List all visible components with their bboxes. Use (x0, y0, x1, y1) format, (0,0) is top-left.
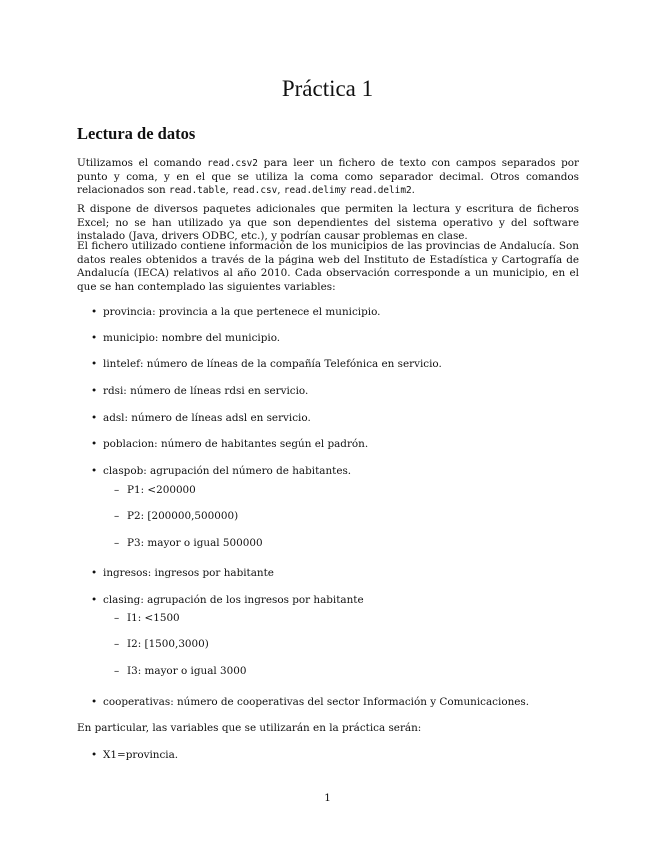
list-item-text: lintelef: número de líneas de la compañía Telefónica en servicio. (103, 358, 442, 370)
list-item-text: municipio: nombre del municipio. (103, 332, 281, 344)
list-item-text: ingresos: ingresos por habitante (103, 567, 274, 579)
sublist-item (114, 638, 209, 652)
sublist-item (114, 612, 180, 626)
sublist-item (114, 665, 246, 679)
sublist-item (114, 537, 263, 551)
list-item-text: poblacion: número de habitantes según el padrón. (103, 438, 369, 450)
sublist-item (114, 484, 196, 498)
sublist-item-text: I2: [1500,3000) (127, 638, 209, 650)
text-span: Utilizamos el comando (77, 157, 208, 169)
list-item-text: provincia: provincia a la que pertenece el municipio. (103, 306, 381, 318)
page-number: 1 (324, 792, 331, 804)
list-item-text: rdsi: número de líneas rdsi en servicio. (103, 385, 309, 397)
sublist-item-text: I1: <1500 (127, 612, 180, 624)
dash-icon: – (114, 537, 120, 549)
list-item-text: X1=provincia. (103, 749, 179, 761)
dash-icon: – (114, 665, 120, 677)
bullet-icon: • (91, 412, 98, 424)
bullet-icon: • (91, 438, 98, 450)
bullet-icon: • (91, 465, 98, 477)
text-span: , (225, 184, 233, 197)
code-read-table: read.table (169, 185, 226, 197)
paragraph-data-description: El fichero utilizado contiene información de los municipios de las provincias de Andalucía. Son datos reales obtenidos a través de la página web del Instituto de Estadística y Cartografía de Andalucía (IECA) relativos al año 2010. Cada observación corresponde a un municipio, en el que se han contemplado las siguientes variables: (77, 240, 579, 293)
text-span: . (411, 184, 415, 197)
bullet-icon: • (91, 385, 98, 397)
dash-icon: – (114, 510, 120, 522)
sublist-item (114, 510, 238, 524)
list-item-text: clasing: agrupación de los ingresos por habitante (103, 594, 364, 606)
bullet-icon: • (91, 358, 98, 370)
dash-icon: – (114, 612, 120, 624)
text-span: , (277, 184, 284, 197)
list-item-text: claspob: agrupación del número de habitantes. (103, 465, 352, 477)
dash-icon: – (114, 484, 120, 496)
sublist-item-text: P2: [200000,500000) (127, 510, 239, 522)
list-item-text: cooperativas: número de cooperativas del sector Información y Comunicaciones. (103, 696, 530, 708)
bullet-icon: • (91, 696, 98, 708)
sublist-item-text: P3: mayor o igual 500000 (127, 537, 263, 549)
text-span: para leer un fichero de texto con campos separados por punto y coma, y en el que se utiliza la coma como separador decimal. Otros comandos relacionados son (77, 157, 579, 197)
sublist-item-text: I3: mayor o igual 3000 (127, 665, 247, 677)
code-read-delim: read.delim (283, 185, 341, 197)
code-read-delim2: read.delim2 (349, 185, 412, 197)
code-read-csv2: read.csv2 (207, 158, 258, 169)
paragraph-intro (77, 157, 579, 198)
code-read-csv: read.csv (232, 185, 278, 197)
page-title: Práctica 1 (281, 76, 374, 101)
bullet-icon: • (91, 332, 98, 344)
bullet-icon: • (91, 749, 98, 761)
paragraph-selected-variables: En particular, las variables que se utilizarán en la práctica serán: (77, 722, 422, 734)
bullet-icon: • (91, 306, 98, 318)
sublist-item-text: P1: <200000 (127, 484, 196, 496)
dash-icon: – (114, 638, 120, 650)
paragraph-packages: R dispone de diversos paquetes adicionales que permiten la lectura y escritura de ficheros Excel; no se han utilizado ya que son dependientes del sistema operativo y del software instalado (Java, drivers ODBC, etc.), y podrían causar problemas en clase. (77, 203, 579, 243)
text-span: y (340, 184, 350, 197)
bullet-icon: • (91, 567, 98, 579)
section-heading: Lectura de datos (77, 124, 196, 143)
list-item-text: adsl: número de líneas adsl en servicio. (103, 412, 311, 424)
bullet-icon: • (91, 594, 98, 606)
